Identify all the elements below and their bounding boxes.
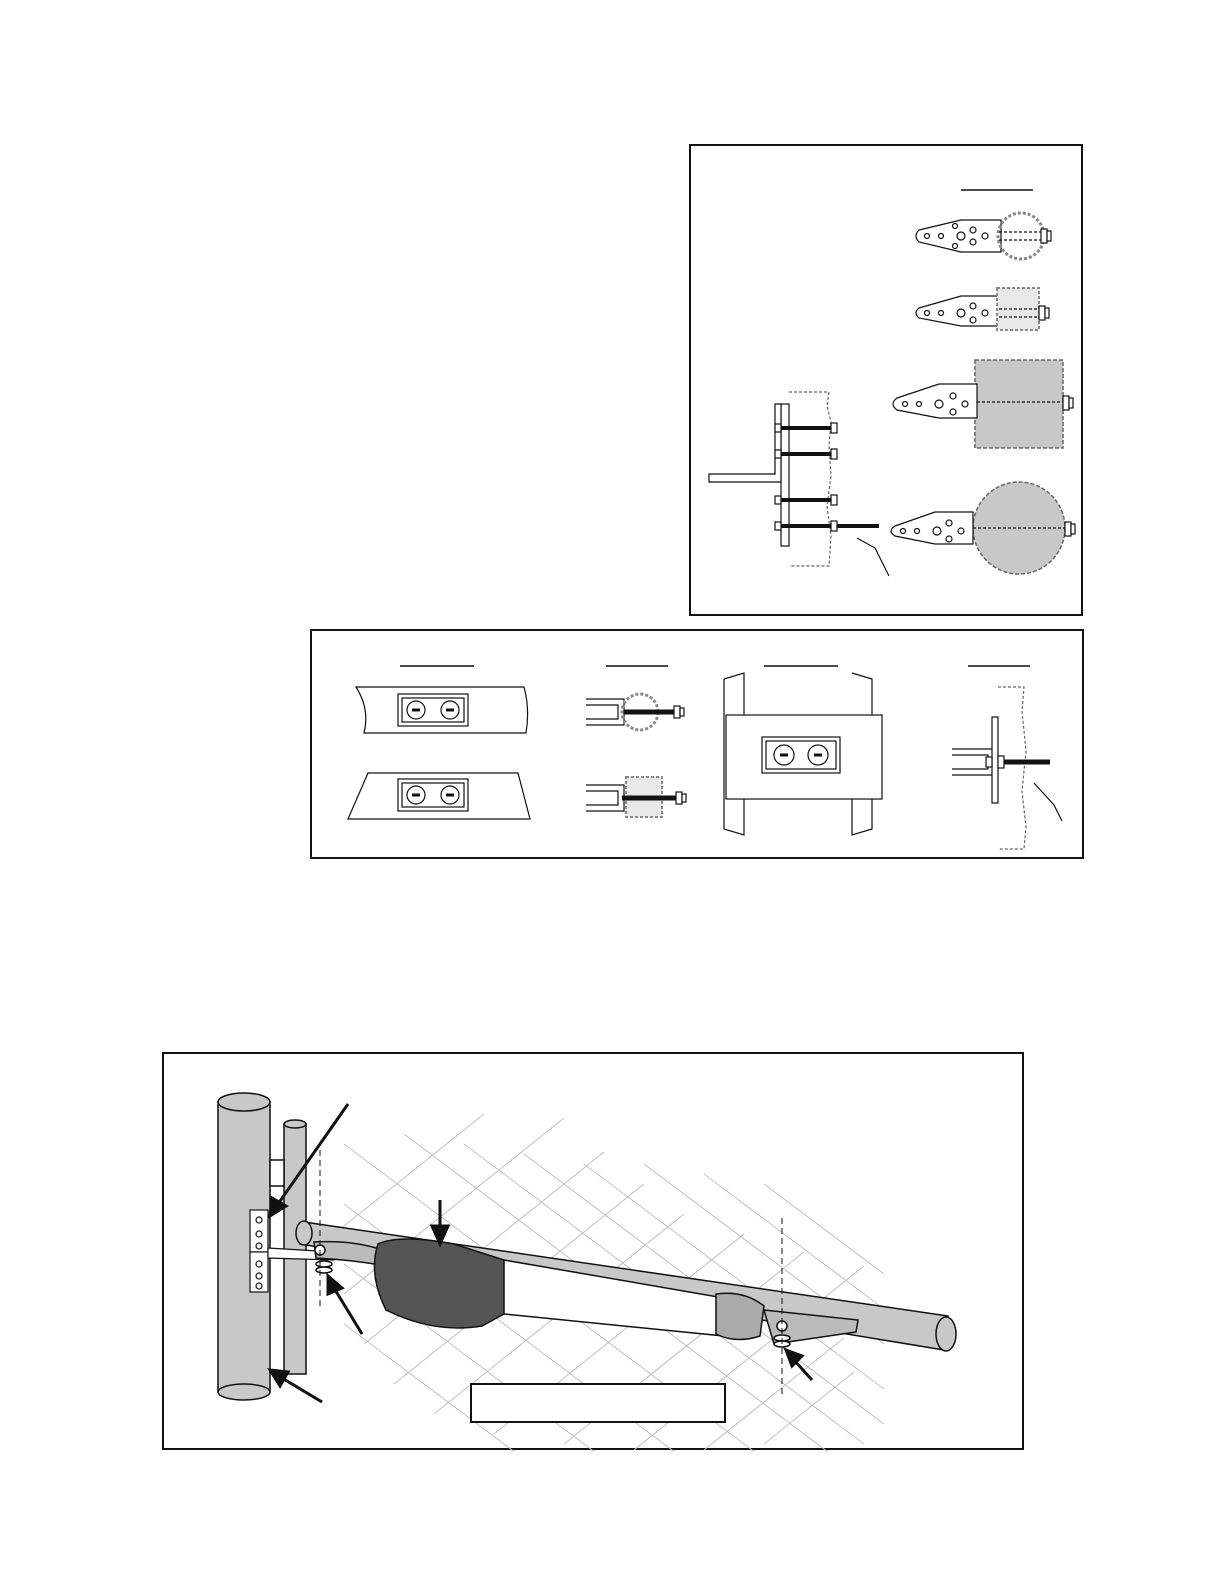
bracket-large-round-post <box>891 482 1075 574</box>
gate-bracket-figure <box>310 629 1084 859</box>
arrow-icon <box>270 1370 322 1402</box>
bracket-round-tube <box>586 694 684 730</box>
leader-line <box>857 538 889 576</box>
bracket-wide-plate <box>724 673 882 835</box>
bracket-square-tube <box>586 777 686 817</box>
caption-box <box>470 1383 726 1423</box>
installation-figure <box>162 1052 1024 1450</box>
bracket-side-view <box>952 687 1062 849</box>
bracket-round-post-small <box>916 213 1051 259</box>
leader-line <box>1034 783 1062 821</box>
gate-bracket-drawing <box>312 631 1086 861</box>
bracket-square-post-small <box>916 288 1049 330</box>
gate-frame-rail <box>356 687 528 733</box>
bolt-icon <box>775 521 879 531</box>
post-bracket-figure <box>689 144 1083 616</box>
gate-frame-trapezoid <box>348 773 530 819</box>
bolt-icon <box>316 1261 332 1273</box>
arrow-icon <box>786 1350 812 1380</box>
post-bracket-drawing <box>691 146 1085 618</box>
post-side-view <box>709 392 889 576</box>
bracket-large-square-post <box>893 360 1073 448</box>
